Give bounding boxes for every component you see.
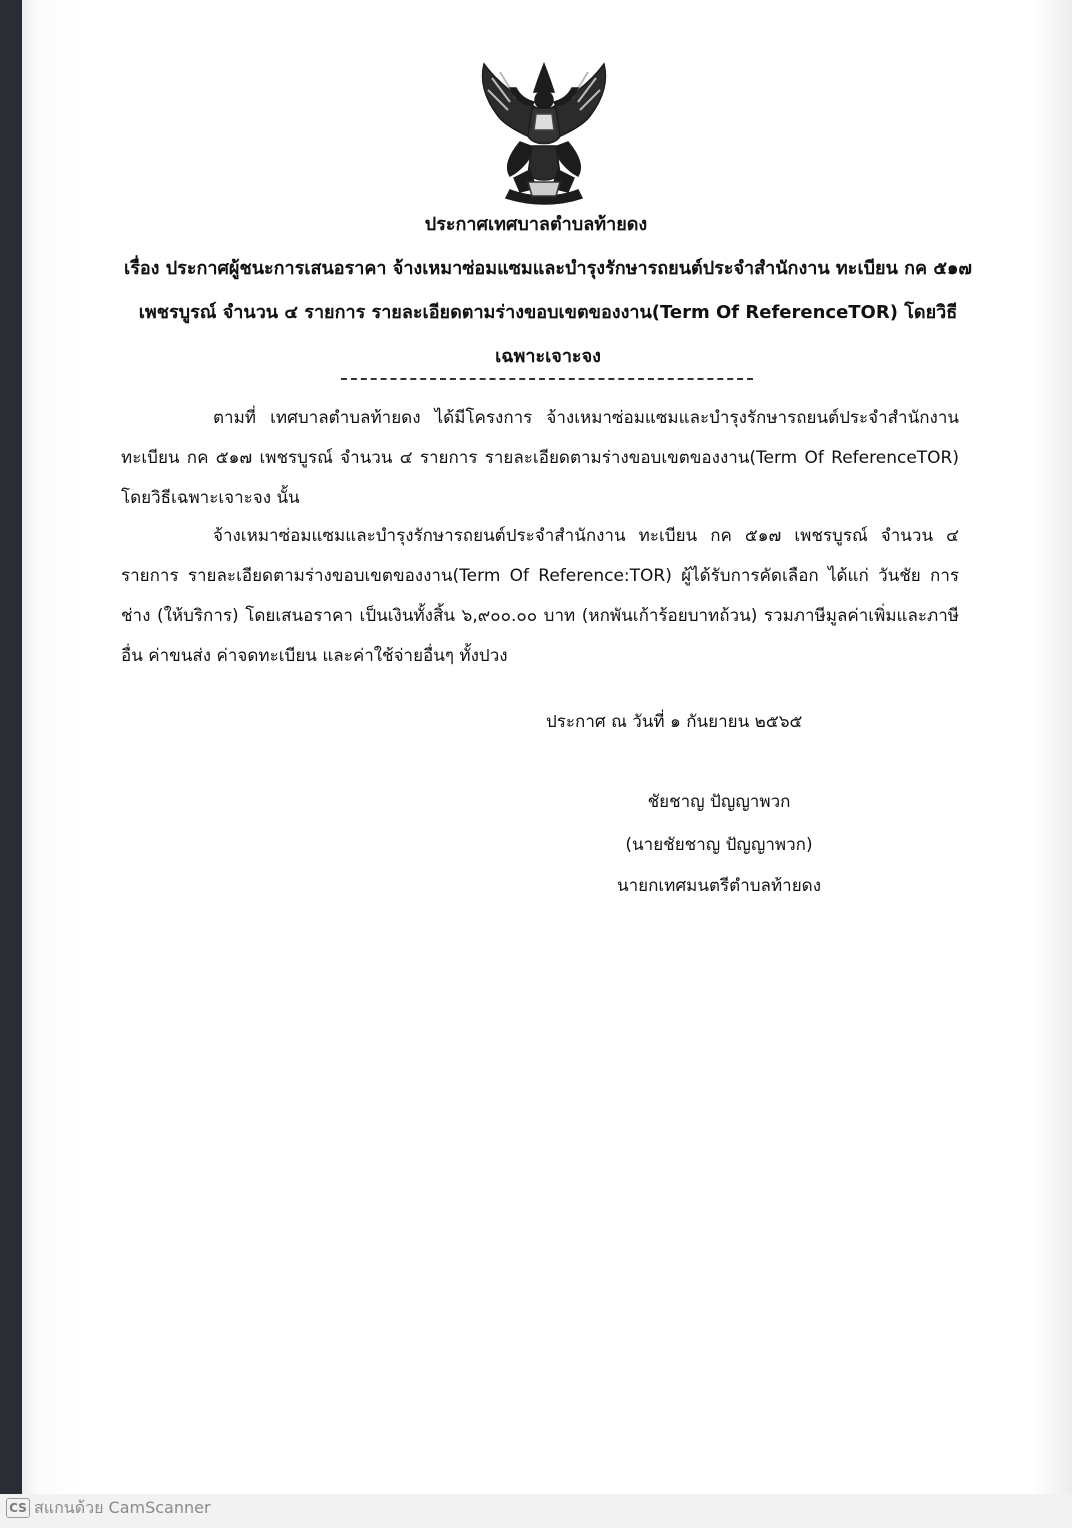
body-paragraph-2: จ้างเหมาซ่อมแซมและบำรุงรักษารถยนต์ประจำสำนักงาน ทะเบียน กค ๕๑๗ เพชรบูรณ์ จำนวน ๔ รายการ รายละเอียดตามร่างขอบเขตของงาน(Term Of Reference:TOR) ผู้ได้รับการคัดเลือก ได้แก่ วันชัย การช่าง (ให้บริการ) โดยเสนอราคา เป็นเงินทั้งสิ้น ๖,๙๐๐.๐๐ บาท (หกพันเก้าร้อยบาทถ้วน) รวมภาษีมูลค่าเพิ่มและภาษีอื่น ค่าขนส่ง ค่าจดทะเบียน และค่าใช้จ่ายอื่นๆ ทั้งปวง: [121, 526, 959, 666]
announcement-subject: เรื่อง ประกาศผู้ชนะการเสนอราคา จ้างเหมาซ่อมแซมและบำรุงรักษารถยนต์ประจำสำนักงาน ทะเบียน กค ๕๑๗ เพชรบูรณ์ จำนวน ๔ รายการ รายละเอียดตามร่างขอบเขตของงาน(Term Of ReferenceTOR) โดยวิธีเฉพาะเจาะจง: [124, 258, 972, 367]
announcement-date: ประกาศ ณ วันที่ ๑ กันยายน ๒๕๖๕: [546, 712, 803, 732]
camscanner-watermark: [6, 1497, 211, 1519]
announcement-title: ประกาศเทศบาลตำบลท้ายดง: [424, 214, 648, 235]
signer-position: นายกเทศมนตรีตำบลท้ายดง: [616, 876, 822, 896]
signature: ชัยชาญ ปัญญาพวก: [647, 792, 791, 812]
watermark-text: สแกนด้วย CamScanner: [34, 1497, 211, 1517]
divider-line: [341, 378, 753, 380]
body-paragraph-1: ตามที่ เทศบาลตำบลท้ายดง ได้มีโครงการ จ้างเหมาซ่อมแซมและบำรุงรักษารถยนต์ประจำสำนักงาน ทะเบียน กค ๕๑๗ เพชรบูรณ์ จำนวน ๔ รายการ รายละเอียดตามร่างขอบเขตของงาน(Term Of ReferenceTOR) โดยวิธีเฉพาะเจาะจง นั้น: [121, 408, 959, 508]
garuda-emblem-icon: [470, 58, 618, 208]
camscanner-logo-icon: CS: [6, 1498, 30, 1518]
signer-name: (นายชัยชาญ ปัญญาพวก): [625, 835, 813, 855]
